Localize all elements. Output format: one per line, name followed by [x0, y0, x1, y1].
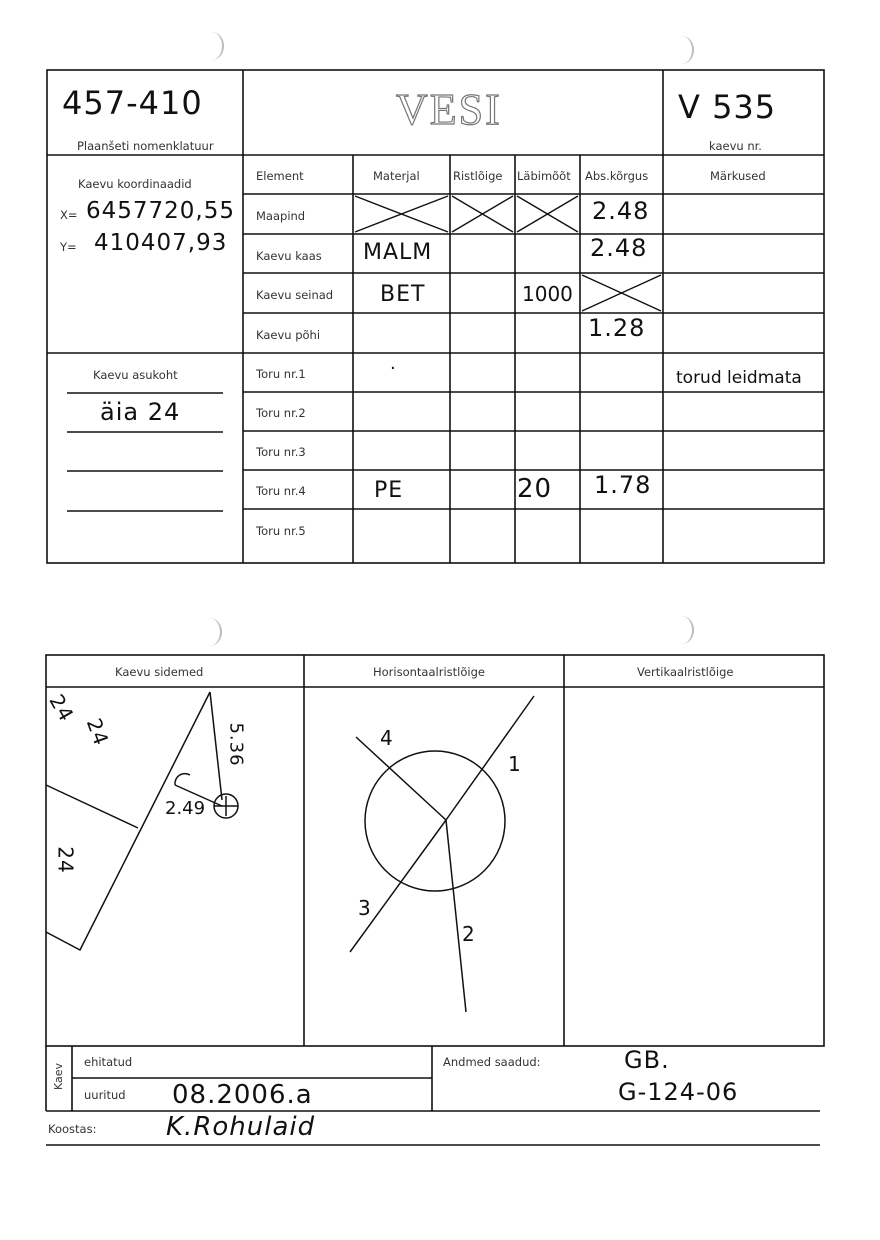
column-header-cross-section: Ristlõige	[453, 169, 503, 183]
cell-kaas-abs: 2.48	[590, 234, 648, 262]
cell-toru1-material: ·	[390, 358, 397, 379]
row-label-toru-3: Toru nr.3	[256, 445, 306, 459]
row-label-kaevu-pohi: Kaevu põhi	[256, 328, 321, 342]
sketch-house-number-a: 24	[44, 690, 79, 726]
data-received-value-2: G-124-06	[618, 1078, 739, 1106]
coordinates-label: Kaevu koordinaadid	[78, 177, 192, 191]
row-label-toru-1: Toru nr.1	[256, 367, 306, 381]
row-label-kaevu-kaas: Kaevu kaas	[256, 249, 322, 263]
panel-label-horizontal-section: Horisontaalristlõige	[373, 665, 485, 679]
pipe-label-2: 2	[462, 922, 476, 946]
cell-toru4-diameter: 20	[517, 474, 553, 504]
x-coordinate-value: 6457720,55	[86, 198, 236, 224]
data-received-label: Andmed saadud:	[443, 1055, 541, 1069]
panel-label-vertical-section: Vertikaalristlõige	[637, 665, 734, 679]
sketch-house-number-b: 24	[81, 714, 114, 750]
surveyed-date: 08.2006.a	[172, 1080, 313, 1110]
cell-seinad-diameter: 1000	[522, 282, 573, 306]
y-coordinate-value: 410407,93	[94, 230, 228, 256]
column-header-remarks: Märkused	[710, 169, 766, 183]
surveyed-label: uuritud	[84, 1088, 126, 1102]
column-header-element: Element	[256, 169, 304, 183]
nomenclature-label: Plaanšeti nomenklatuur	[77, 139, 214, 153]
compiler-label: Koostas:	[48, 1122, 97, 1136]
horizontal-section-drawing	[350, 696, 534, 1012]
cell-pohi-abs: 1.28	[588, 314, 646, 342]
row-label-kaevu-seinad: Kaevu seinad	[256, 288, 334, 302]
column-header-abs-height: Abs.kõrgus	[585, 169, 649, 183]
well-number-value: V 535	[678, 88, 777, 126]
built-label: ehitatud	[84, 1055, 133, 1069]
pipe-label-4: 4	[380, 726, 394, 750]
page-title: VESI	[396, 85, 502, 134]
cell-toru1-remarks: torud leidmata	[676, 368, 802, 388]
pipe-label-3: 3	[358, 896, 372, 920]
row-label-toru-5: Toru nr.5	[256, 524, 306, 538]
nomenclature-value: 457-410	[62, 84, 203, 122]
cell-toru4-material: PE	[374, 478, 404, 503]
row-label-toru-4: Toru nr.4	[256, 484, 306, 498]
panel-label-connections: Kaevu sidemed	[115, 665, 204, 679]
compiler-signature: K.Rohulaid	[166, 1112, 316, 1142]
sketch-distance-2: 2.49	[165, 798, 206, 819]
well-number-label: kaevu nr.	[709, 139, 762, 153]
sketch-distance-1: 5.36	[225, 722, 247, 767]
column-header-diameter: Läbimõõt	[517, 169, 571, 183]
pipe-label-1: 1	[508, 752, 522, 776]
location-label: Kaevu asukoht	[93, 368, 178, 382]
row-label-maapind: Maapind	[256, 209, 306, 223]
cell-maapind-abs: 2.48	[592, 197, 650, 225]
data-received-value-1: GB.	[624, 1046, 670, 1074]
y-prefix: Y=	[60, 240, 77, 254]
row-label-toru-2: Toru nr.2	[256, 406, 306, 420]
location-value: äia 24	[100, 398, 181, 426]
footer-side-label: Kaev	[52, 1062, 66, 1091]
cell-kaas-material: MALM	[363, 240, 433, 265]
x-prefix: X=	[60, 208, 78, 222]
sketch-house-number-c: 24	[53, 846, 78, 874]
cell-toru4-abs: 1.78	[594, 471, 652, 499]
column-header-material: Materjal	[373, 169, 420, 183]
cell-seinad-material: BET	[380, 282, 426, 307]
site-sketch	[46, 692, 238, 950]
